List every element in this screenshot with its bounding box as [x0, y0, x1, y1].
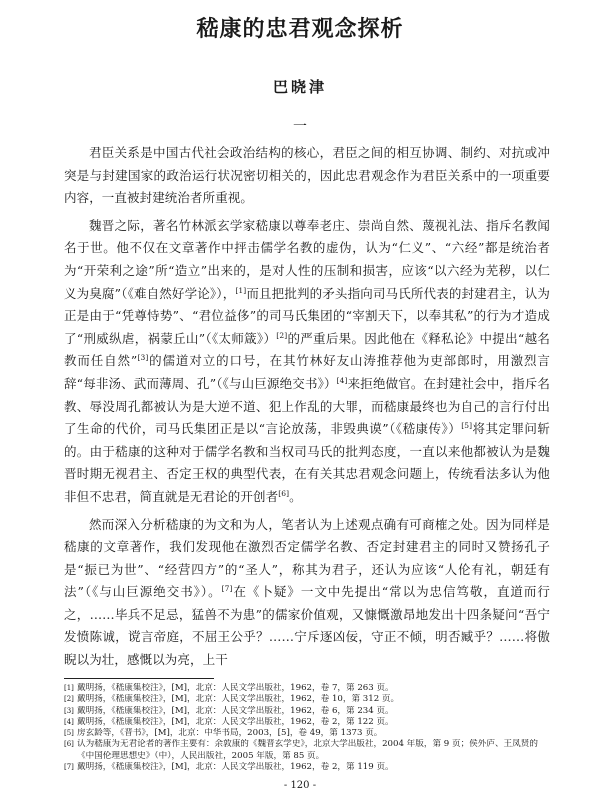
- footnote-text: 认为嵇康为无君论者的著作主要有：余敦康的《魏晋玄学史》，北京大学出版社，2004 年版，第 9 页；侯外庐、王凤贤的: [77, 739, 538, 750]
- footnote-text: 戴明扬，《嵇康集校注》，[M]，北京：人民文学出版社，1962，卷 6，第 234 页。: [77, 705, 394, 716]
- footnote-item: [64, 751, 550, 762]
- footnote-number: [7]: [64, 763, 74, 772]
- paragraph-text: 在《卜疑》一文中先提出“常以为忠信笃敬，直道而行之，……毕兵不足忌，猛兽不为患”的儒家价值观，又慷慨激昂地发出十四条疑问“吾宁发愤陈诚，谠言帝庭，不屈王公乎？……宁斥逐凶佞，守正不倾，明否臧乎？……将傲睨以为壮，感慨以为亮，上干: [64, 584, 550, 668]
- article-title: 嵇康的忠君观念探析: [196, 17, 404, 42]
- footnote-number: [3]: [64, 706, 74, 715]
- footnote-text: 房玄龄等，《晋书》，[M]，北京：中华书局，2003，[5]，卷 49，第 1373 页。: [77, 728, 383, 739]
- paragraph-text: 而且把批判的矛头指向司马氏所代表的封建君主，认为正是由于“凭尊恃势”、“君位益侈”的司马氏集团的“宰割天下，以奉其私”的行为才造成了“刑威纵虐，祸蒙丘山”（《太师箴》）: [64, 285, 550, 346]
- footnote-text: 戴明扬，《嵇康集校注》，[M]，北京：人民文学出版社，1962，卷 10，第 312 页。: [77, 694, 400, 705]
- footnote-text: 《中国伦理思想史》（中），人民出版社，2005 年版，第 85 页。: [77, 750, 325, 761]
- footnote-reference[interactable]: [4]: [336, 375, 348, 385]
- paragraph-text: 的儒道对立的口号，在其竹林好友山涛推荐他为吏部郎时，用激烈言辞“每非汤、武而薄周、孔”（《与山巨源绝交书》）: [64, 353, 550, 391]
- article-body: [64, 142, 550, 677]
- footnote-number: [2]: [64, 695, 74, 704]
- footnote-item: [64, 683, 550, 694]
- footnote-number: [6]: [64, 740, 74, 749]
- footnote-item: [64, 728, 550, 739]
- footnote-item: [64, 694, 550, 705]
- footnote-reference[interactable]: [6]: [278, 488, 290, 498]
- footnote-text: 戴明扬，《嵇康集校注》，[M]，北京：人民文学出版社，1962，卷 2，第 122 页。: [77, 716, 394, 727]
- footnote-text: 戴明扬，《嵇康集校注》，[M]，北京：人民文学出版社，1962，卷 2，第 119 页。: [77, 762, 394, 773]
- paragraph-text: 来拒绝做官。在封建社会中，指斥名教、辱没周孔都被认为是大逆不道、犯上作乱的大罪，而嵇康最终也为自己的言行付出了生命的代价，司马氏集团正是以“言论放荡，非毁典谟”（《嵇康传》）: [64, 375, 551, 437]
- body-paragraph: [64, 142, 550, 210]
- footnote-item: [64, 706, 550, 717]
- footnote-reference[interactable]: [5]: [461, 420, 473, 430]
- footnote-divider: [64, 678, 214, 679]
- body-paragraph: [64, 514, 550, 672]
- author-name: 巴晓津: [272, 78, 327, 96]
- paragraph-text: 将其定罪问斩的。由于嵇康的这种对于儒学名教和当权司马氏的批判态度，一直以来他都被认为是魏晋时期无视君主、否定王权的典型代表，在有关其忠君观念问题上，传统看法多认为他非但不忠君，简直就是无君论的开创者: [64, 421, 550, 504]
- paragraph-text: 。: [289, 488, 302, 504]
- page-number: - 120 -: [283, 780, 317, 791]
- footnote-item: [64, 717, 550, 728]
- footnotes: [64, 683, 550, 773]
- section-marker: 一: [293, 119, 307, 135]
- footnote-number: [5]: [64, 729, 74, 738]
- footnote-reference[interactable]: [7]: [221, 584, 233, 594]
- paragraph-text: 的严重后果。因此他在《释私论》中提出“越名教而任自然”: [64, 330, 550, 369]
- body-paragraph: [64, 215, 550, 509]
- footnote-number: [4]: [64, 717, 74, 726]
- paragraph-text: 然而深入分析嵇康的为文和为人，笔者认为上述观点确有可商榷之处。因为同样是嵇康的文章著作，我们发现他在激烈否定儒学名教、否定封建君主的同时又赞扬孔子是“振已为世”、“经营四方”的“圣人”，称其为君子，还认为应该“人伦有礼，朝廷有法”（《与山巨源绝交书》）。: [64, 516, 550, 600]
- footnote-reference[interactable]: [2]: [276, 330, 288, 340]
- paragraph-text: 魏晋之际，著名竹林派玄学家嵇康以尊奉老庄、崇尚自然、蔑视礼法、指斥名教闻名于世。他不仅在文章著作中抨击儒学名教的虚伪，认为“仁义”、“六经”都是统治者为“开荣利之途”所“造立”出来的，是对人性的压制和损害，应该“以六经为芜秽，以仁义为臭腐”（《难自然好学论》），: [64, 217, 551, 301]
- footnote-number: [1]: [64, 684, 74, 692]
- paragraph-text: 君臣关系是中国古代社会政治结构的核心，君臣之间的相互协调、制约、对抗或冲突是与封建国家的政治运行状况密切相关的，因此忠君观念作为君臣关系中的一项重要内容，一直被封建统治者所重视。: [64, 145, 550, 206]
- footnote-reference[interactable]: [1]: [235, 285, 247, 295]
- footnote-reference[interactable]: [3]: [137, 353, 149, 363]
- footnote-item: [64, 762, 550, 773]
- footnote-item: [64, 739, 550, 750]
- footnote-text: 戴明扬，《嵇康集校注》，[M]，北京：人民文学出版社，1962，卷 7，第 263 页。: [77, 683, 394, 693]
